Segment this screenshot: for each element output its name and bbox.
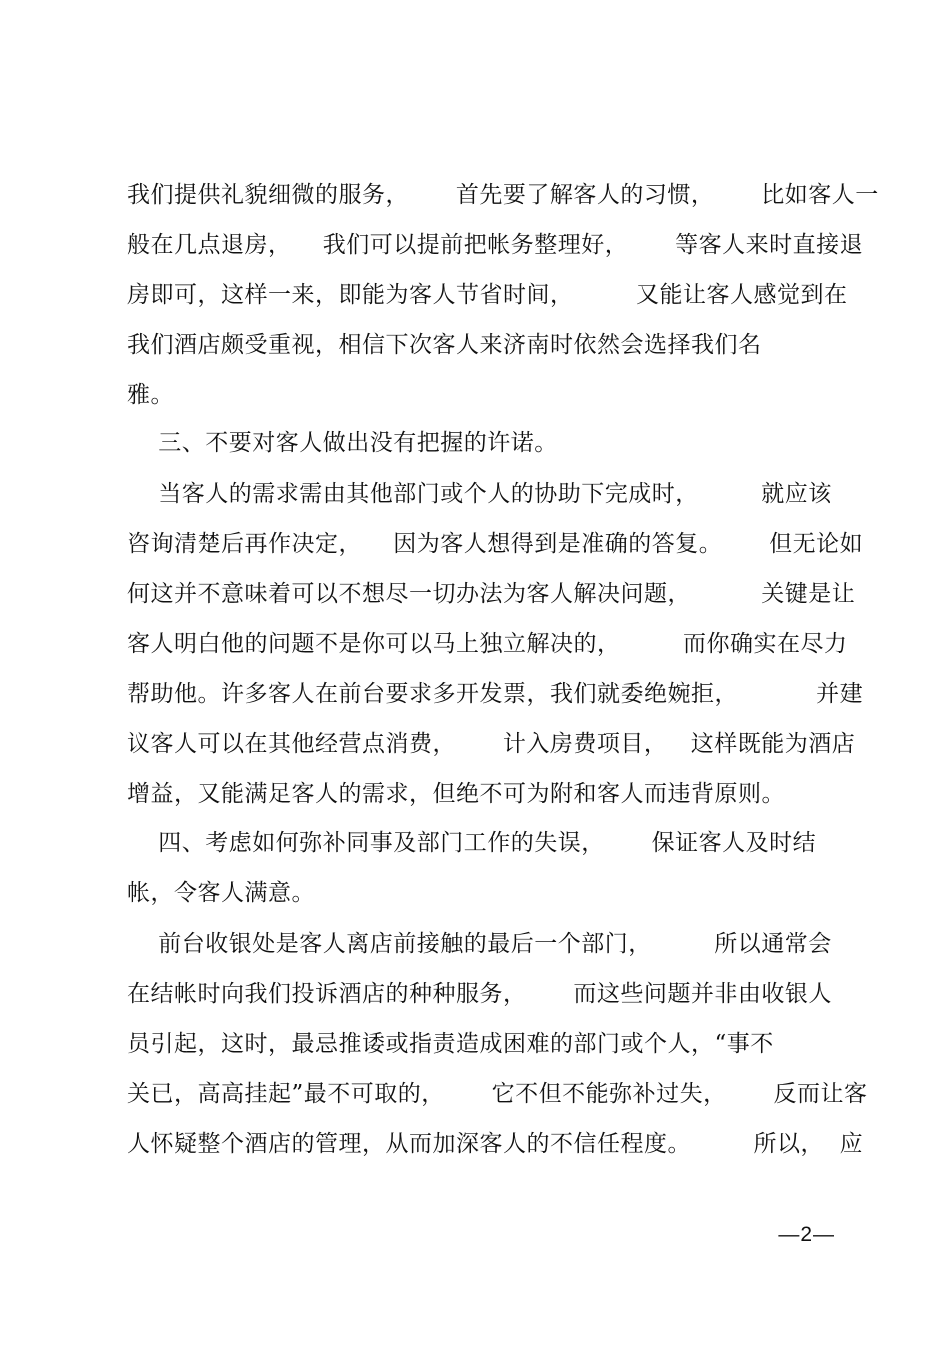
body-text-line: 人怀疑整个酒店的管理，从而加深客人的不信任程度。 所以， 应 bbox=[127, 1131, 864, 1157]
body-text-line: 前台收银处是客人离店前接触的最后一个部门， 所以通常会 bbox=[127, 931, 832, 957]
body-text-line: 关已，高高挂起”最不可取的， 它不但不能弥补过失， 反而让客 bbox=[127, 1081, 868, 1107]
body-text-line: 我们酒店颇受重视，相信下次客人来济南时依然会选择我们名 bbox=[127, 332, 762, 358]
body-text-line: 员引起，这时，最忌推诿或指责造成困难的部门或个人，“事不 bbox=[127, 1031, 774, 1057]
body-text-line: 帮助他。许多客人在前台要求多开发票，我们就委绝婉拒， 并建 bbox=[127, 681, 864, 707]
body-text-line: 雅。 bbox=[127, 382, 174, 408]
body-text-line: 议客人可以在其他经营点消费， 计入房费项目， 这样既能为酒店 bbox=[127, 731, 856, 757]
body-text-line: 在结帐时向我们投诉酒店的种种服务， 而这些问题并非由收银人 bbox=[127, 981, 832, 1007]
body-text-line: 何这并不意味着可以不想尽一切办法为客人解决问题， 关键是让 bbox=[127, 581, 856, 607]
section-heading: 四、考虑如何弥补同事及部门工作的失误， 保证客人及时结 bbox=[127, 830, 817, 856]
section-heading: 帐，令客人满意。 bbox=[127, 880, 315, 906]
body-text-line: 我们提供礼貌细微的服务， 首先要了解客人的习惯， 比如客人一 bbox=[127, 182, 879, 208]
section-heading: 三、不要对客人做出没有把握的许诺。 bbox=[127, 430, 558, 456]
body-text-line: 增益，又能满足客人的需求，但绝不可为附和客人而违背原则。 bbox=[127, 781, 785, 807]
body-text-line: 房即可，这样一来，即能为客人节省时间， 又能让客人感觉到在 bbox=[127, 282, 848, 308]
body-text-line: 咨询清楚后再作决定， 因为客人想得到是准确的答复。 但无论如 bbox=[127, 531, 864, 557]
body-text-line: 般在几点退房， 我们可以提前把帐务整理好， 等客人来时直接退 bbox=[127, 232, 864, 258]
body-text-line: 当客人的需求需由其他部门或个人的协助下完成时， 就应该 bbox=[127, 481, 832, 507]
page-number: —2— bbox=[778, 1223, 835, 1246]
body-text-line: 客人明白他的问题不是你可以马上独立解决的， 而你确实在尽力 bbox=[127, 631, 848, 657]
